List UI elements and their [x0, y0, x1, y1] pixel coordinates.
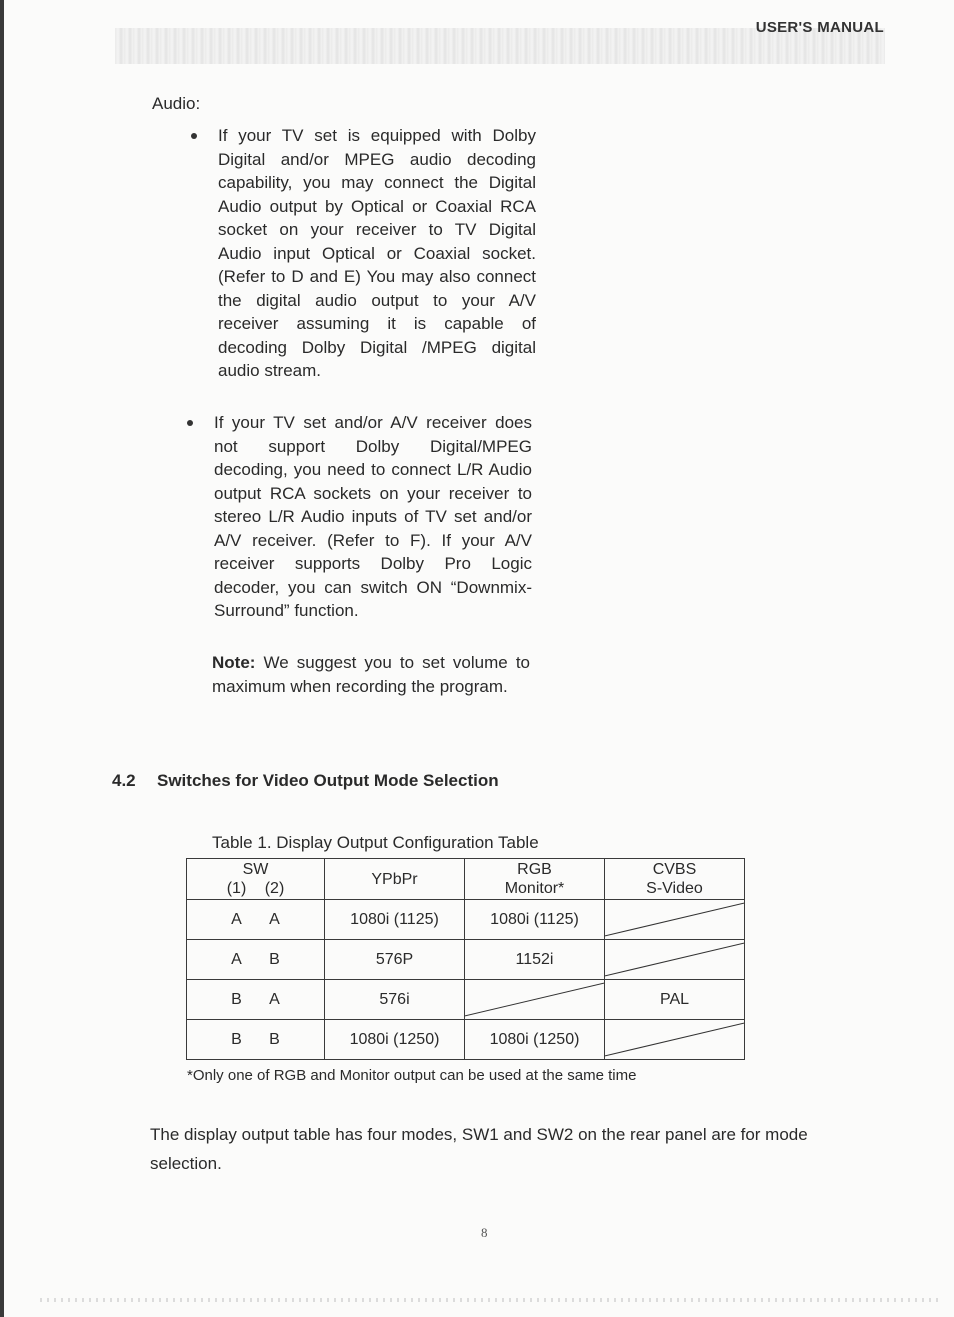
cell-rgb: 1080i (1250): [465, 1020, 605, 1060]
header-sw-pair: [187, 879, 324, 898]
diagonal-slash-icon: [465, 980, 604, 1019]
header-cvbs: [605, 859, 745, 900]
audio-bullet-2-text: If your TV set and/or A/V receiver does not support Dolby Digital/MPEG decoding, you need to connect L/R Audio output RCA sockets on your receiver to stereo L/R Audio inputs of TV set and/or A/V receiver. (Refer to F). If your A/V receiver supports Dolby Pro Logic decoder, you can switch ON “Downmix-Surround” function.: [214, 413, 532, 620]
cell-sw: [187, 1020, 325, 1060]
description-paragraph: The display output table has four modes, SW1 and SW2 on the rear panel are for mode selection.: [150, 1125, 808, 1173]
cell-rgb-empty: [465, 980, 605, 1020]
header-label: USER'S MANUAL: [755, 19, 884, 36]
scan-edge: [0, 0, 4, 1317]
cell-sw: [187, 900, 325, 940]
table-caption: Table 1. Display Output Configuration Table: [212, 833, 539, 852]
header-sw: [187, 859, 325, 900]
cell-ypbpr: 1080i (1250): [325, 1020, 465, 1060]
table-row: [187, 900, 745, 940]
note-label: Note:: [212, 653, 256, 672]
cell-sw1: A: [231, 910, 242, 928]
header-ypbpr: YPbPr: [325, 859, 465, 900]
header-sw-label: SW: [242, 861, 269, 878]
cell-sw1: A: [231, 950, 242, 968]
cell-cvbs-empty: [605, 900, 745, 940]
audio-bullet-2: [214, 411, 532, 623]
cell-sw2: B: [269, 950, 280, 968]
header-sw2: (2): [264, 880, 285, 897]
cell-rgb: 1080i (1125): [465, 900, 605, 940]
cell-cvbs-empty: [605, 940, 745, 980]
bullet-dot-icon: [187, 420, 193, 426]
diagonal-slash-icon: [605, 940, 744, 979]
cell-sw: [187, 940, 325, 980]
section-title: Switches for Video Output Mode Selection: [157, 771, 499, 790]
note-text: We suggest you to set volume to maximum when recording the program.: [212, 653, 530, 696]
bullet-dot-icon: [191, 133, 197, 139]
header-cvbs-line1: CVBS: [652, 861, 697, 878]
output-config-table: [186, 858, 745, 1060]
cell-sw1: B: [231, 990, 242, 1008]
header-rgb: [465, 859, 605, 900]
cell-sw2: A: [269, 990, 280, 1008]
table-row: [187, 980, 745, 1020]
table-footnote: *Only one of RGB and Monitor output can be used at the same time: [187, 1067, 637, 1084]
cell-rgb: 1152i: [465, 940, 605, 980]
cell-cvbs-empty: [605, 1020, 745, 1060]
section-heading: [112, 771, 499, 791]
audio-title: Audio:: [152, 94, 201, 113]
diagonal-slash-icon: [605, 900, 744, 939]
section-number: 4.2: [112, 771, 136, 790]
page-number: 8: [481, 1225, 488, 1240]
cell-sw2: A: [269, 910, 280, 928]
cell-ypbpr: 1080i (1125): [325, 900, 465, 940]
header-rgb-line1: RGB: [517, 861, 552, 878]
cell-sw: [187, 980, 325, 1020]
header-sw1: (1): [226, 880, 247, 897]
audio-bullet-1: [218, 124, 536, 383]
diagonal-slash-icon: [605, 1020, 744, 1059]
cell-ypbpr: 576i: [325, 980, 465, 1020]
audio-bullet-1-text: If your TV set is equipped with Dolby Digital and/or MPEG audio decoding capability, you may connect the Digital Audio output by Optical or Coaxial RCA socket on your receiver to TV Digital Audio input Optical or Coaxial socket. (Refer to D and E) You may also connect the digital audio output to your A/V receiver assuming it is capable of decoding Dolby Digital /MPEG digital audio stream.: [218, 126, 536, 380]
scan-noise: [40, 1298, 940, 1302]
note: [212, 651, 530, 698]
table-row: [187, 1020, 745, 1060]
cell-ypbpr: 576P: [325, 940, 465, 980]
header-cvbs-line2: S-Video: [646, 880, 703, 897]
table-header-row: [187, 859, 745, 900]
cell-sw2: B: [269, 1030, 280, 1048]
cell-sw1: B: [231, 1030, 242, 1048]
cell-cvbs: PAL: [605, 980, 745, 1020]
table-row: [187, 940, 745, 980]
header-rgb-line2: Monitor*: [504, 880, 565, 897]
